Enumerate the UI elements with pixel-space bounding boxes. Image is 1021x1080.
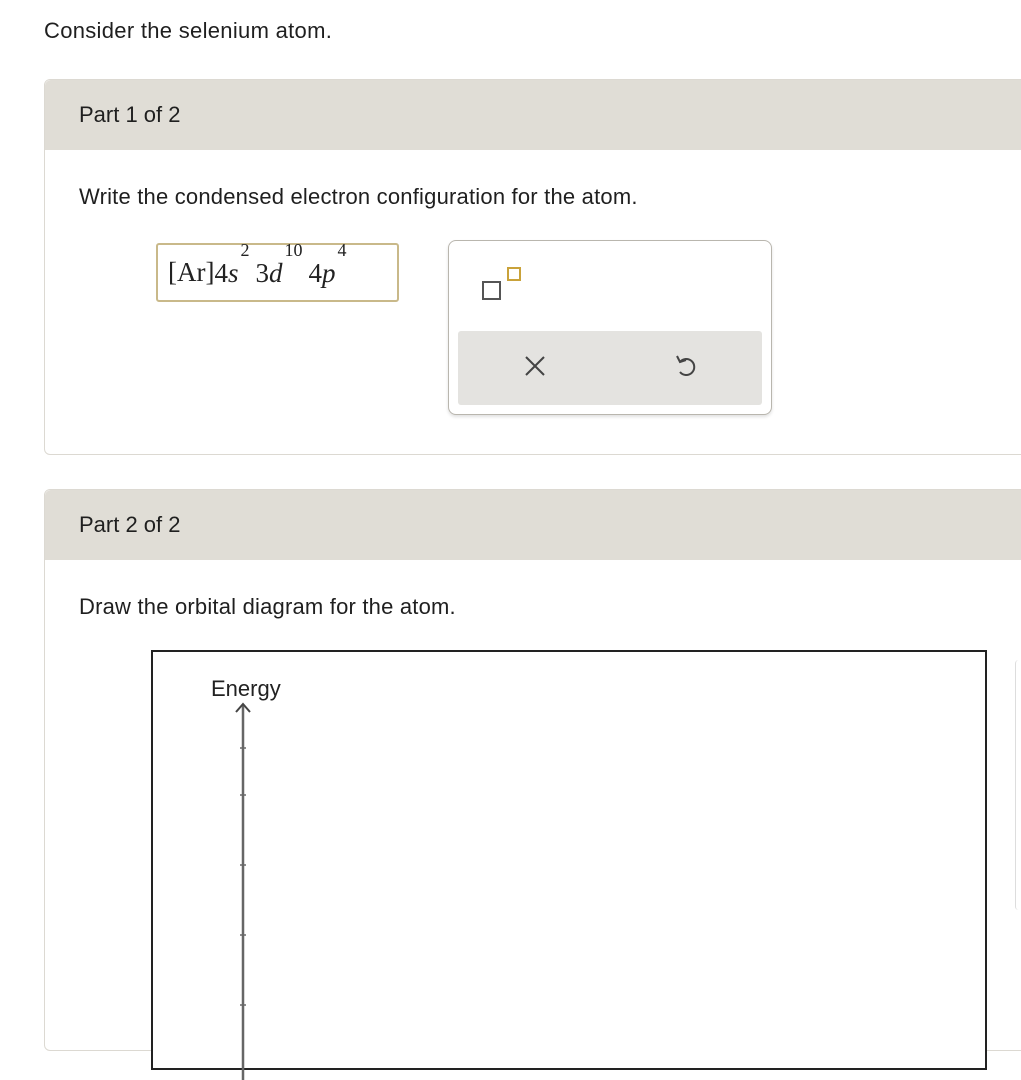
energy-axis-arrow	[233, 700, 253, 1080]
superscript-template-icon[interactable]	[482, 267, 530, 307]
math-palette	[448, 240, 772, 415]
base-box	[482, 281, 501, 300]
undo-button[interactable]	[671, 351, 701, 381]
part-1-header: Part 1 of 2	[45, 80, 1021, 150]
toolbox-edge	[1015, 660, 1021, 910]
orbital-diagram-canvas[interactable]	[151, 650, 987, 1070]
question-intro: Consider the selenium atom.	[44, 18, 333, 43]
part-2-card	[44, 489, 1021, 1051]
part-1-card	[44, 79, 1021, 455]
core-notation: [Ar]	[168, 257, 215, 287]
config-term-3d: $3d^{10}$	[255, 240, 303, 288]
config-term-4s: $4s^2$	[214, 240, 250, 288]
config-term-4p: $4p^4$	[308, 240, 347, 288]
part-2-prompt: Draw the orbital diagram for the atom.	[79, 594, 456, 619]
part-1-prompt: Write the condensed electron configuration for the atom.	[79, 184, 638, 209]
close-icon	[520, 351, 550, 381]
electron-configuration-input[interactable]	[156, 240, 399, 302]
exponent-box	[507, 267, 521, 281]
energy-axis-label: Energy	[211, 676, 281, 701]
undo-icon	[671, 351, 701, 381]
clear-button[interactable]	[520, 351, 550, 381]
palette-toolbar	[458, 331, 762, 405]
part-2-header: Part 2 of 2	[45, 490, 1021, 560]
